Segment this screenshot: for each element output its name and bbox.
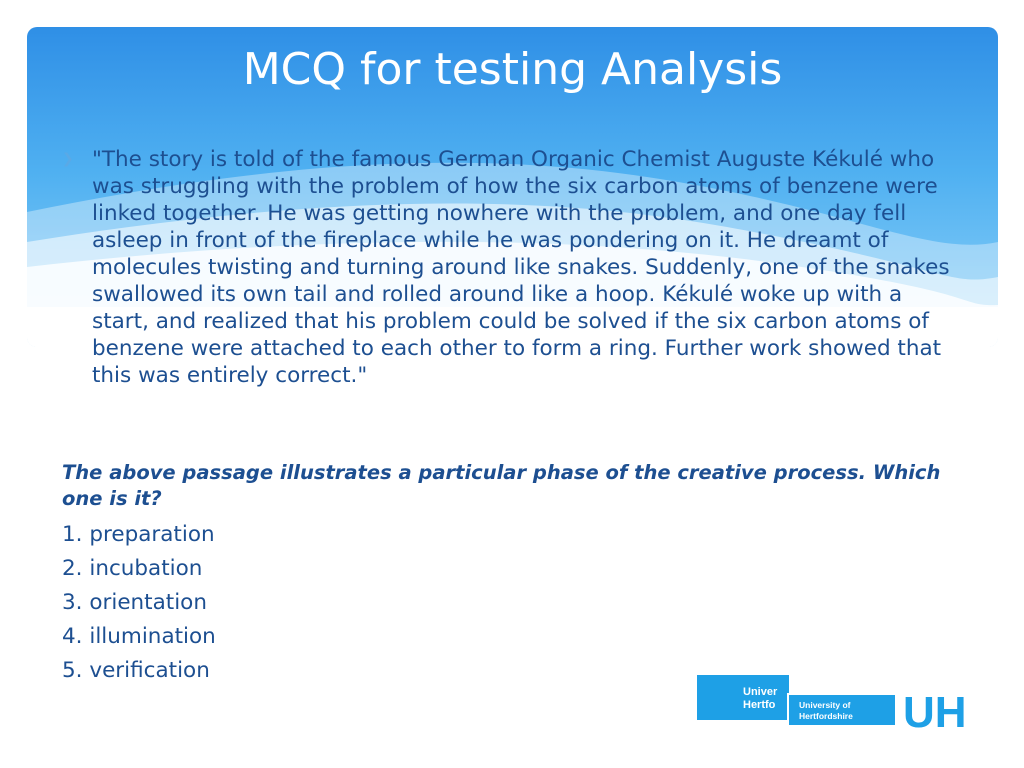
quote-bullet xyxy=(62,146,962,389)
option-5: 5. verification xyxy=(62,658,210,683)
university-logo xyxy=(697,675,977,745)
quote-text: "The story is told of the famous German Organic Chemist Auguste Kékulé who was struggling with the problem of how the six carbon atoms of benzene were linked together. He was getting nowhere with the problem, and one day fell asleep in front of the fireplace while he was pondering on it. He dreamt of molecules twisting and turning around like snakes. Suddenly, one of the snakes swallowed its own tail and rolled around like a hoop. Kékulé woke up with a start, and realized that his problem could be solved if the six carbon atoms of benzene were attached to each other to form a ring. Further work showed that this was entirely correct." xyxy=(92,147,950,388)
logo-uh-mark: UH xyxy=(903,688,967,737)
chevron-right-icon: ❯ xyxy=(62,151,74,167)
option-4: 4. illumination xyxy=(62,624,216,649)
logo-front-line1: University of xyxy=(799,700,851,710)
logo-back-line1: Univer xyxy=(743,686,778,698)
option-2: 2. incubation xyxy=(62,556,203,581)
answer-options xyxy=(62,518,216,688)
option-3: 3. orientation xyxy=(62,590,207,615)
logo-back-line2: Hertfo xyxy=(743,699,776,711)
slide-title: MCQ for testing Analysis xyxy=(242,44,783,95)
option-1: 1. preparation xyxy=(62,522,215,547)
logo-front-line2: Hertfordshire xyxy=(799,711,853,721)
question-text: The above passage illustrates a particular phase of the creative process. Which one is it? xyxy=(62,461,941,510)
